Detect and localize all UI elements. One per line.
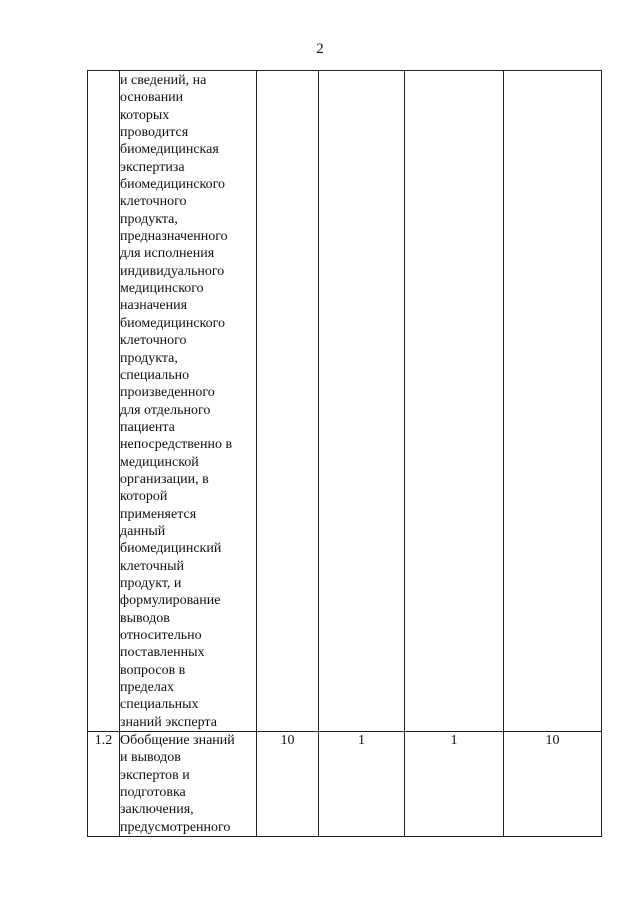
page-number: 2 bbox=[316, 41, 324, 57]
value-cell-1 bbox=[257, 71, 319, 732]
table-row bbox=[88, 732, 602, 837]
row-description-cell: Обобщение знаний и выводов экспертов и подготовка заключения, предусмотренного bbox=[120, 732, 257, 837]
row-description-cell: и сведений, на основании которых проводится биомедицинская экспертиза биомедицинского клеточного продукта, предназначенного для исполнения индивидуального медицинского назначения биомедицинского клеточного продукта, специально произведенного для отдельного пациента непосредственно в медицинской организации, в которой применяется данный биомедицинский клеточный продукт, и формулирование выводов относительно поставленных вопросов в пределах специальных знаний эксперта bbox=[120, 71, 257, 732]
value-cell-3: 1 bbox=[405, 732, 504, 837]
value-cell-3 bbox=[405, 71, 504, 732]
row-number-cell: 1.2 bbox=[88, 732, 120, 837]
pricing-table bbox=[87, 70, 602, 837]
value-cell-1: 10 bbox=[257, 732, 319, 837]
value-cell-2: 1 bbox=[319, 732, 405, 837]
value-cell-2 bbox=[319, 71, 405, 732]
value-cell-4: 10 bbox=[504, 732, 602, 837]
value-cell-4 bbox=[504, 71, 602, 732]
table-row bbox=[88, 71, 602, 732]
row-number-cell bbox=[88, 71, 120, 732]
